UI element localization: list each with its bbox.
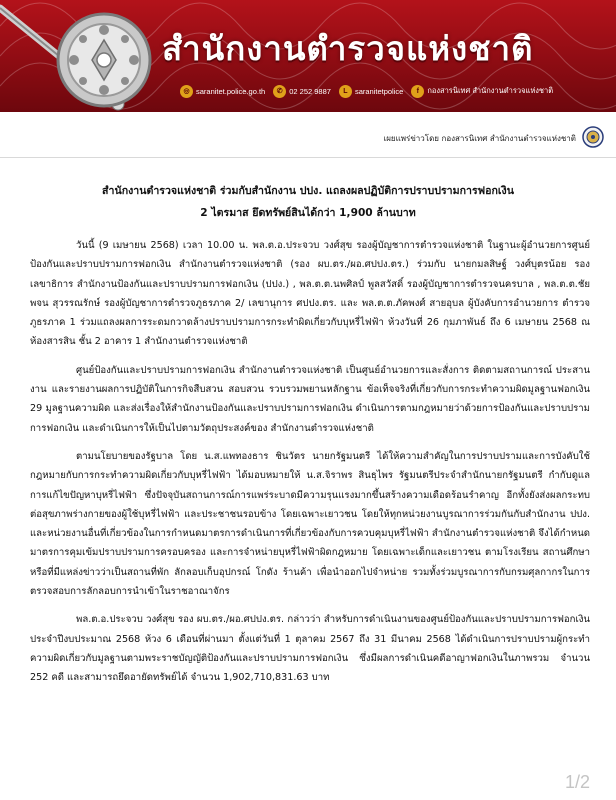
- facebook-icon: f: [411, 85, 424, 98]
- contact-bar: [180, 82, 610, 100]
- paragraph: ตามนโยบายของรัฐบาล โดย น.ส.แพทองธาร ชินวัตร นายกรัฐมนตรี ได้ให้ความสำคัญในการปราบปรามและการบังคับใช้กฎหมายกับการกระทำความผิดเกี่ยวกับบุหรี่ไฟฟ้า ได้มอบหมายให้ น.ส.จิราพร สินธุไพร รัฐมนตรีประจำสำนักนายกรัฐมนตรี กำกับดูแลการแก้ไขปัญหาบุหรี่ไฟฟ้า ซึ่งปัจจุบันสถานการณ์การแพร่ระบาดมีความรุนแรงมากขึ้นสร้างความเดือดร้อนรำคาญ อีกทั้งยังส่งผลกระทบต่อสุขภาพร่างกายของผู้ใช้บุหรี่ไฟฟ้า และประชาชนรอบข้าง โดยเฉพาะเยาวชน โดยให้ทุกหน่วยงานบูรณาการร่วมกันกับสำนักงาน ปปง. และหน่วยงานอื่นที่เกี่ยวข้องในการกำหนดมาตรการดำเนินการที่เกี่ยวข้องกับการควบคุมบุหรี่ไฟฟ้า สำนักงานตำรวจแห่งชาติ จึงได้กำหนดมาตรการคุมเข้มปราบปรามการครอบครอง และการจำหน่ายบุหรี่ไฟฟ้าผิดกฎหมาย โดยเฉพาะเด็กและเยาวชน ตามโรงเรียน สถานศึกษา หรือที่มีแหล่งข่าวว่าเป็นสถานที่พัก ลักลอบเก็บอุปกรณ์ โกดัง ร้านค้า เพื่อนำออกไปจำหน่าย รวมทั้งร่วมบูรณาการกับกรมศุลกากรในการตรวจสอบการลักลอบการนำเข้าในราชอาณาจักร: [30, 450, 590, 598]
- phone-icon: ✆: [273, 85, 286, 98]
- article-body: [30, 236, 590, 697]
- paragraph: วันนี้ (9 เมษายน 2568) เวลา 10.00 น. พล.ต.อ.ประจวบ วงศ์สุข รองผู้บัญชาการตำรวจแห่งชาติ ในฐานะผู้อำนวยการศูนย์ป้องกันและปราบปรามการฟอกเงิน สำนักงานตำรวจแห่งชาติ (รอง ผบ.ตร./ผอ.ศปปง.ตร.) ร่วมกับ นายกมลสิษฐ์ วงศ์บุตรน้อย รองเลขาธิการ สำนักงานป้องกันและปราบปรามการฟอกเงิน (ปปง.) , พล.ต.ต.นพศิลป์ พูลสวัสดิ์ รองผู้บัญชาการตำรวจนครบาล , พล.ต.ต.ชัยพจน สุวรรณรักษ์ รองผู้บัญชาการตำรวจภูธรภาค 2/ เลขานุการ ศปปง.ตร. และ พล.ต.ต.ภัคพงศ์ สายอุบล ผู้บังคับการอำนวยการ ตำรวจภูธรภาค 1 ร่วมแถลงผลการระดมกวาดล้างปราบปรามการกระทำผิดเกี่ยวกับบุหรี่ไฟฟ้า ห้วงวันที่ 26 กุมภาพันธ์ ถึง 6 เมษายน 2568 ณ ห้องสารสิน ชั้น 2 อาคาร 1 สำนักงานตำรวจแห่งชาติ: [30, 240, 590, 348]
- contact-line-text: saranitetpolice: [354, 86, 404, 96]
- paragraph: พล.ต.อ.ประจวบ วงศ์สุข รอง ผบ.ตร./ผอ.ศปปง.ตร. กล่าวว่า สำหรับการดำเนินงานของศูนย์ป้องกันและปราบปรามการฟอกเงิน ประจำปีงบประมาณ 2568 ห้วง 6 เดือนที่ผ่านมา ตั้งแต่วันที่ 1 ตุลาคม 2567 ถึง 31 มีนาคม 2568 ได้ดำเนินการปราบปรามผู้กระทำความผิดเกี่ยวกับมูลฐานตามพระราชบัญญัติป้องกันและปราบปรามการฟอกเงิน ซึ่งมีผลการดำเนินคดีอาญาฟอกเงินในภาพรวม จำนวน 252 คดี และสามารถยึดอายัดทรัพย์ได้ จำนวน 1,902,710,831.63 บาท: [30, 614, 590, 684]
- paragraph: ศูนย์ป้องกันและปราบปรามการฟอกเงิน สำนักงานตำรวจแห่งชาติ เป็นศูนย์อำนวยการและสั่งการ ติดตามสถานการณ์ ประสานงาน และรายงานผลการปฏิบัติในการกิจสืบสวน สอบสวน รวบรวมพยานหลักฐาน ข้อเท็จจริงที่เกี่ยวกับการกระทำความผิดมูลฐานฟอกเงิน 29 มูลฐานความผิด และส่งเรื่องให้สำนักงานป้องกันและปราบปรามการฟอกเงิน ดำเนินการตามกฎหมายว่าด้วยการป้องกันและปราบปรามการฟอกเงิน และดำเนินการให้เป็นไปตามวัตถุประสงค์ของ สำนักงานตำรวจแห่งชาติ: [30, 364, 590, 434]
- police-emblem-icon: [54, 10, 154, 110]
- contact-line[interactable]: [339, 85, 403, 98]
- globe-icon: ◎: [180, 85, 193, 98]
- contact-website-text: saranitet.police.go.th: [196, 86, 266, 96]
- contact-phone[interactable]: [273, 85, 331, 98]
- contact-facebook[interactable]: [411, 85, 553, 98]
- banner-title: สำนักงานตำรวจแห่งชาติ: [162, 29, 534, 68]
- article-headline: [30, 180, 586, 224]
- page-indicator: 1/2: [564, 772, 590, 792]
- publisher-bar: [0, 112, 616, 158]
- headline-line-1: สำนักงานตำรวจแห่งชาติ ร่วมกับสำนักงาน ปปง. แถลงผลปฏิบัติการปราบปรามการฟอกเงิน: [102, 185, 514, 197]
- header-banner: [0, 0, 616, 112]
- line-icon: L: [339, 85, 352, 98]
- headline-line-2: 2 ไตรมาส ยึดทรัพย์สินได้กว่า 1,900 ล้านบาท: [200, 207, 416, 219]
- publisher-text: เผยแพร่ข่าวโดย กองสารนิเทศ สำนักงานตำรวจแห่งชาติ: [383, 134, 576, 143]
- contact-phone-text: 02 252 9887: [289, 86, 331, 96]
- contact-website[interactable]: [180, 85, 265, 98]
- contact-facebook-text: กองสารนิเทศ สำนักงานตำรวจแห่งชาติ: [427, 86, 554, 95]
- police-seal-icon: [582, 126, 604, 148]
